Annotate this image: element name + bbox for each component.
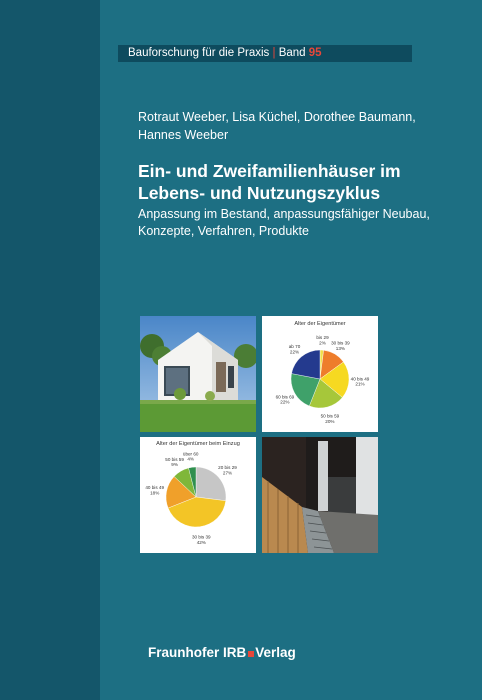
pie-slice-percent: 13%	[335, 345, 346, 351]
pie-chart-owner-age-svg	[262, 316, 378, 432]
pie-slice-percent: 4%	[187, 456, 195, 462]
pie-slice-percent: 20%	[325, 418, 335, 424]
pie-slice-percent: 21%	[355, 381, 365, 387]
publisher-logo	[148, 645, 296, 660]
pie-slice-label: über 60	[182, 451, 199, 457]
pie-slice-label: ab 70	[288, 344, 301, 350]
pie-chart-owner-age-at-moving-in-svg	[140, 437, 256, 553]
pie-slice-label: 40 bis 49	[145, 485, 165, 491]
book-subtitle: Anpassung im Bestand, anpassungsfähiger Neubau, Konzepte, Verfahren, Produkte	[138, 207, 430, 238]
pie-chart-title: Alter der Eigentümer beim Einzug	[156, 441, 240, 447]
authors-line-2: Hannes Weeber	[138, 128, 229, 142]
book-title: Ein- und Zweifamilienhäuser im Lebens- und Nutzungszyklus	[138, 161, 401, 203]
band-number: 95	[308, 47, 322, 59]
pie-slice-label: 60 bis 69	[275, 394, 295, 400]
pie-slice-label: 30 bis 39	[331, 340, 350, 346]
pie-slice-percent: 18%	[150, 490, 160, 496]
pie-chart-owner-age-at-moving-in	[140, 437, 256, 553]
authors	[138, 108, 438, 144]
house-photo	[140, 316, 256, 432]
pie-slice-percent: 27%	[222, 470, 233, 476]
pie-slice	[196, 467, 226, 501]
series-banner	[118, 45, 412, 62]
pie-slice-percent: 9%	[171, 462, 178, 467]
pie-slice-label: 40 bis 49	[350, 376, 370, 382]
pie-slice-label: 50 bis 59	[320, 413, 340, 419]
pie-slice-percent: 22%	[280, 399, 290, 405]
publisher-dot-icon	[248, 651, 254, 657]
pie-slice-label: 30 bis 39	[191, 534, 211, 540]
authors-line-1: Rotraut Weeber, Lisa Küchel, Dorothee Baumann,	[138, 110, 416, 124]
cover-left-strip	[0, 0, 100, 700]
pie-slice-label: 50 bis 59	[165, 456, 184, 462]
publisher-name: Fraunhofer IRB	[148, 645, 247, 660]
publisher-suffix: Verlag	[255, 645, 296, 660]
pie-slice-percent: 2%	[319, 340, 326, 346]
series-separator: |	[272, 47, 276, 59]
pie-slice-label: bis 29	[316, 335, 329, 341]
pie-chart-owner-age	[262, 316, 378, 432]
pie-slice-label: 20 bis 29	[218, 465, 237, 471]
series-name: Bauforschung für die Praxis	[128, 47, 270, 59]
drain-photo	[262, 437, 378, 553]
band-label: Band	[278, 47, 306, 59]
pie-slice-percent: 42%	[196, 539, 206, 545]
pie-slice-percent: 22%	[289, 349, 300, 355]
pie-chart-title: Alter der Eigentümer	[294, 321, 346, 327]
